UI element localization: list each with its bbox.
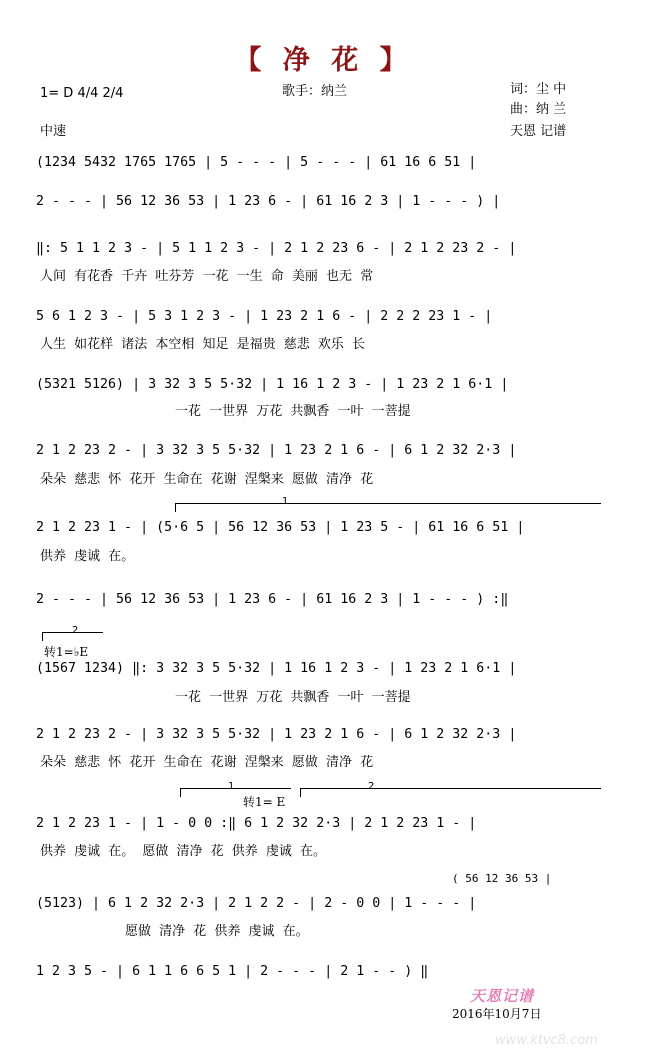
lyric-line-11: 供养 虔诚 在。 愿做 清净 花 供养 虔诚 在。 <box>40 844 327 859</box>
composer-label: 曲：纳 兰 <box>510 102 567 117</box>
staff-line-7: 2 1 2 23 1 - | (5·6 5 | 56 12 36 53 | 1 23 5 - | 61 16 6 51 | <box>36 520 525 535</box>
lyric-line-12: 愿做 清净 花 供养 虔诚 在。 <box>125 924 309 939</box>
modulation-label-1: 转1=♭E <box>44 645 89 659</box>
volta-bracket-4 <box>300 788 601 797</box>
lyric-line-6: 朵朵 慈悲 怀 花开 生命在 花谢 涅槃来 愿做 清净 花 <box>40 472 374 487</box>
song-title: 【 净 花 】 <box>234 45 413 76</box>
tempo-label: 中速 <box>40 124 67 139</box>
site-watermark: www.ktvc8.com <box>495 1033 598 1048</box>
modulation-label-2: 转1= E <box>243 795 286 809</box>
volta-number-1: 1 <box>282 496 289 507</box>
volta-number-4: 2 <box>368 781 375 792</box>
staff-line-13: 1 2 3 5 - | 6 1 1 6 6 5 1 | 2 - - - | 2 1 - - ) ‖ <box>36 964 429 979</box>
lyric-line-4: 人生 如花样 诸法 本空相 知足 是福贵 慈悲 欢乐 长 <box>40 337 366 352</box>
staff-line-9: (1567 1234) ‖: 3 32 3 5 5·32 | 1 16 1 2 3 - | 1 23 2 1 6·1 | <box>36 661 517 676</box>
staff-line-5: (5321 5126) | 3 32 3 5 5·32 | 1 16 1 2 3 - | 1 23 2 1 6·1 | <box>36 377 509 392</box>
lyric-line-3: 人间 有花香 千卉 吐芬芳 一花 一生 命 美丽 也无 常 <box>40 269 374 284</box>
transcriber-label: 天恩 记谱 <box>510 124 567 139</box>
transcriber-stamp: 天恩记谱 <box>470 987 535 1005</box>
staff-line-3: ‖: 5 1 1 2 3 - | 5 1 1 2 3 - | 2 1 2 23 6 - | 2 1 2 23 2 - | <box>36 241 517 256</box>
upper-phrase: ( 56 12 36 53 | <box>452 872 552 885</box>
staff-line-6: 2 1 2 23 2 - | 3 32 3 5 5·32 | 1 23 2 1 6 - | 6 1 2 32 2·3 | <box>36 443 517 458</box>
staff-line-8: 2 - - - | 56 12 36 53 | 1 23 6 - | 61 16 2 3 | 1 - - - ) :‖ <box>36 592 509 607</box>
volta-number-3: 1 <box>228 781 235 792</box>
lyricist-label: 词：尘 中 <box>510 82 567 97</box>
date-label: 2016年10月7日 <box>452 1007 542 1021</box>
lyric-line-10: 朵朵 慈悲 怀 花开 生命在 花谢 涅槃来 愿做 清净 花 <box>40 755 374 770</box>
key-time-signature: 1= D 4/4 2/4 <box>40 86 124 101</box>
staff-line-1: (1234 5432 1765 1765 | 5 - - - | 5 - - - | 61 16 6 51 | <box>36 155 477 170</box>
lyric-line-9: 一花 一世界 万花 共飘香 一叶 一菩提 <box>175 690 411 705</box>
staff-line-2: 2 - - - | 56 12 36 53 | 1 23 6 - | 61 16 2 3 | 1 - - - ) | <box>36 194 501 209</box>
volta-number-2: 2 <box>72 625 79 636</box>
staff-line-12: (5123) | 6 1 2 32 2·3 | 2 1 2 2 - | 2 - 0 0 | 1 - - - | <box>36 896 477 911</box>
staff-line-4: 5 6 1 2 3 - | 5 3 1 2 3 - | 1 23 2 1 6 - | 2 2 2 23 1 - | <box>36 309 493 324</box>
staff-line-11: 2 1 2 23 1 - | 1 - 0 0 :‖ 6 1 2 32 2·3 | 2 1 2 23 1 - | <box>36 816 477 831</box>
staff-line-10: 2 1 2 23 2 - | 3 32 3 5 5·32 | 1 23 2 1 6 - | 6 1 2 32 2·3 | <box>36 727 517 742</box>
singer-label: 歌手：纳兰 <box>282 84 348 99</box>
volta-bracket-1 <box>175 503 601 512</box>
lyric-line-5: 一花 一世界 万花 共飘香 一叶 一菩提 <box>175 404 411 419</box>
lyric-line-7: 供养 虔诚 在。 <box>40 549 135 564</box>
